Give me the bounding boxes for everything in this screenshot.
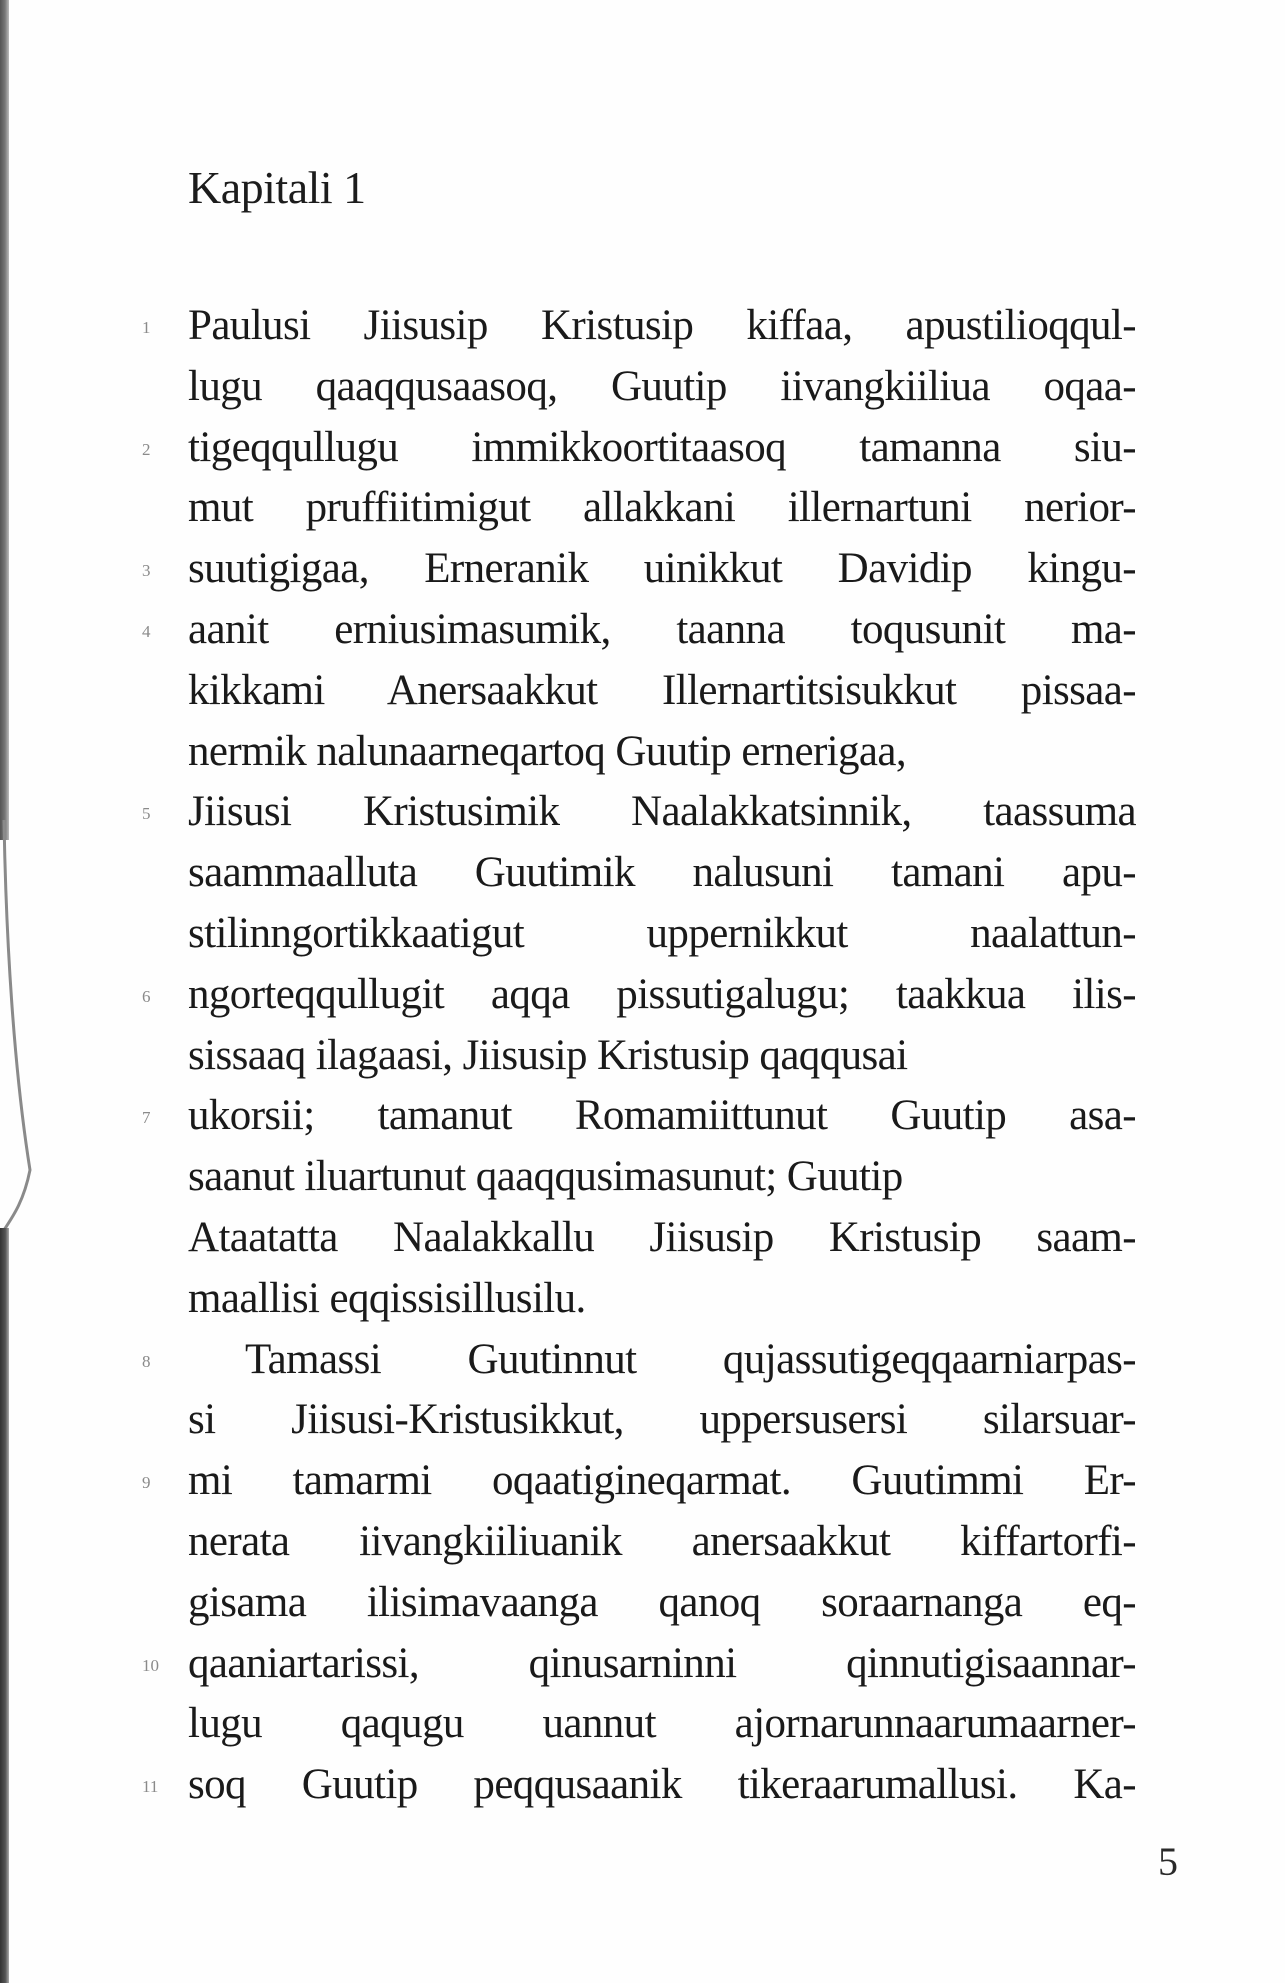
- line-text: mut pruffiitimigut allakkani illernartuni nerior-: [188, 484, 1136, 532]
- line-text: lugu qaaqqusaasoq, Guutip iivangkiiliua oqaa-: [188, 362, 1136, 410]
- text-line: [142, 1451, 1136, 1512]
- line-text: maallisi eqqissisillusilu.: [188, 1274, 586, 1322]
- line-text: lugu qaqugu uannut ajornarunnaarumaarner-: [188, 1700, 1136, 1748]
- text-line: [142, 539, 1136, 600]
- verse-number: 3: [142, 561, 151, 581]
- text-line: [188, 357, 1136, 418]
- verse-number: 11: [142, 1777, 159, 1797]
- text-line: [188, 1269, 1136, 1330]
- text-line: [188, 1208, 1136, 1269]
- text-line: [188, 478, 1136, 539]
- line-text: soq Guutip peqqusaanik tikeraarumallusi. Ka-: [188, 1761, 1136, 1809]
- text-line: [188, 843, 1136, 904]
- text-line: [142, 1086, 1136, 1147]
- text-line: [142, 1634, 1136, 1695]
- text-line: [188, 1390, 1136, 1451]
- body-text: [142, 296, 1136, 1816]
- line-text: ngorteqqullugit aqqa pissutigalugu; taakkua ilis-: [188, 970, 1136, 1018]
- text-line: [142, 296, 1136, 357]
- text-line: [142, 600, 1136, 661]
- line-text: kikkami Anersaakkut Illernartitsisukkut pissaa-: [188, 666, 1136, 714]
- line-text: gisama ilisimavaanga qanoq soraarnanga eq-: [188, 1578, 1136, 1626]
- text-line: [188, 1694, 1136, 1755]
- text-line: [142, 1330, 1136, 1391]
- line-text: saanut iluartunut qaaqqusimasunut; Guutip: [188, 1153, 903, 1201]
- line-text: aanit erniusimasumik, taanna toqusunit ma-: [188, 605, 1136, 653]
- page-fold-curve: [0, 820, 60, 1240]
- page-number: 5: [1158, 1839, 1178, 1884]
- text-line: [142, 782, 1136, 843]
- text-line: [142, 1755, 1136, 1816]
- text-line: [188, 661, 1136, 722]
- page-binding-edge-lower: [0, 1228, 9, 1983]
- page-binding-edge: [0, 0, 9, 840]
- line-text: saammaalluta Guutimik nalusuni tamani apu-: [188, 849, 1136, 897]
- verse-number: 5: [142, 804, 151, 824]
- verse-number: 6: [142, 986, 151, 1006]
- verse-number: 8: [142, 1351, 151, 1371]
- verse-number: 4: [142, 621, 151, 641]
- text-line: [188, 1026, 1136, 1087]
- text-line: [188, 722, 1136, 783]
- line-text: nerata iivangkiiliuanik anersaakkut kiffartorfi-: [188, 1517, 1136, 1565]
- line-text: tigeqqullugu immikkoortitaasoq tamanna siu-: [188, 423, 1136, 471]
- text-line: [142, 418, 1136, 479]
- text-line: [188, 904, 1136, 965]
- text-line: [188, 1147, 1136, 1208]
- line-text: Jiisusi Kristusimik Naalakkatsinnik, taassuma: [188, 788, 1136, 836]
- line-text: ukorsii; tamanut Romamiittunut Guutip asa-: [188, 1092, 1136, 1140]
- line-text: Ataatatta Naalakkallu Jiisusip Kristusip saam-: [188, 1213, 1136, 1261]
- verse-number: 9: [142, 1473, 151, 1493]
- text-line: [142, 965, 1136, 1026]
- line-text: Paulusi Jiisusip Kristusip kiffaa, apustilioqqul-: [188, 302, 1136, 349]
- line-text: nermik nalunaarneqartoq Guutip ernerigaa,: [188, 727, 907, 775]
- verse-number: 1: [142, 318, 151, 337]
- verse-number: 2: [142, 439, 151, 459]
- verse-number: 10: [142, 1655, 159, 1675]
- line-text: suutigigaa, Erneranik uinikkut Davidip kingu-: [188, 545, 1136, 593]
- line-text: sissaaq ilagaasi, Jiisusip Kristusip qaqqusai: [188, 1031, 908, 1079]
- line-text: si Jiisusi-Kristusikkut, uppersusersi silarsuar-: [188, 1396, 1136, 1444]
- line-text: Tamassi Guutinnut qujassutigeqqaarniarpas-: [245, 1335, 1136, 1383]
- line-text: stilinngortikkaatigut uppernikkut naalattun-: [188, 909, 1136, 957]
- chapter-heading: Kapitali 1: [188, 162, 366, 213]
- line-text: qaaniartarissi, qinusarninni qinnutigisaannar-: [188, 1639, 1136, 1687]
- line-text: mi tamarmi oqaatigineqarmat. Guutimmi Er-: [188, 1457, 1136, 1505]
- verse-number: 7: [142, 1108, 151, 1128]
- text-line: [188, 1573, 1136, 1634]
- text-line: [188, 1512, 1136, 1573]
